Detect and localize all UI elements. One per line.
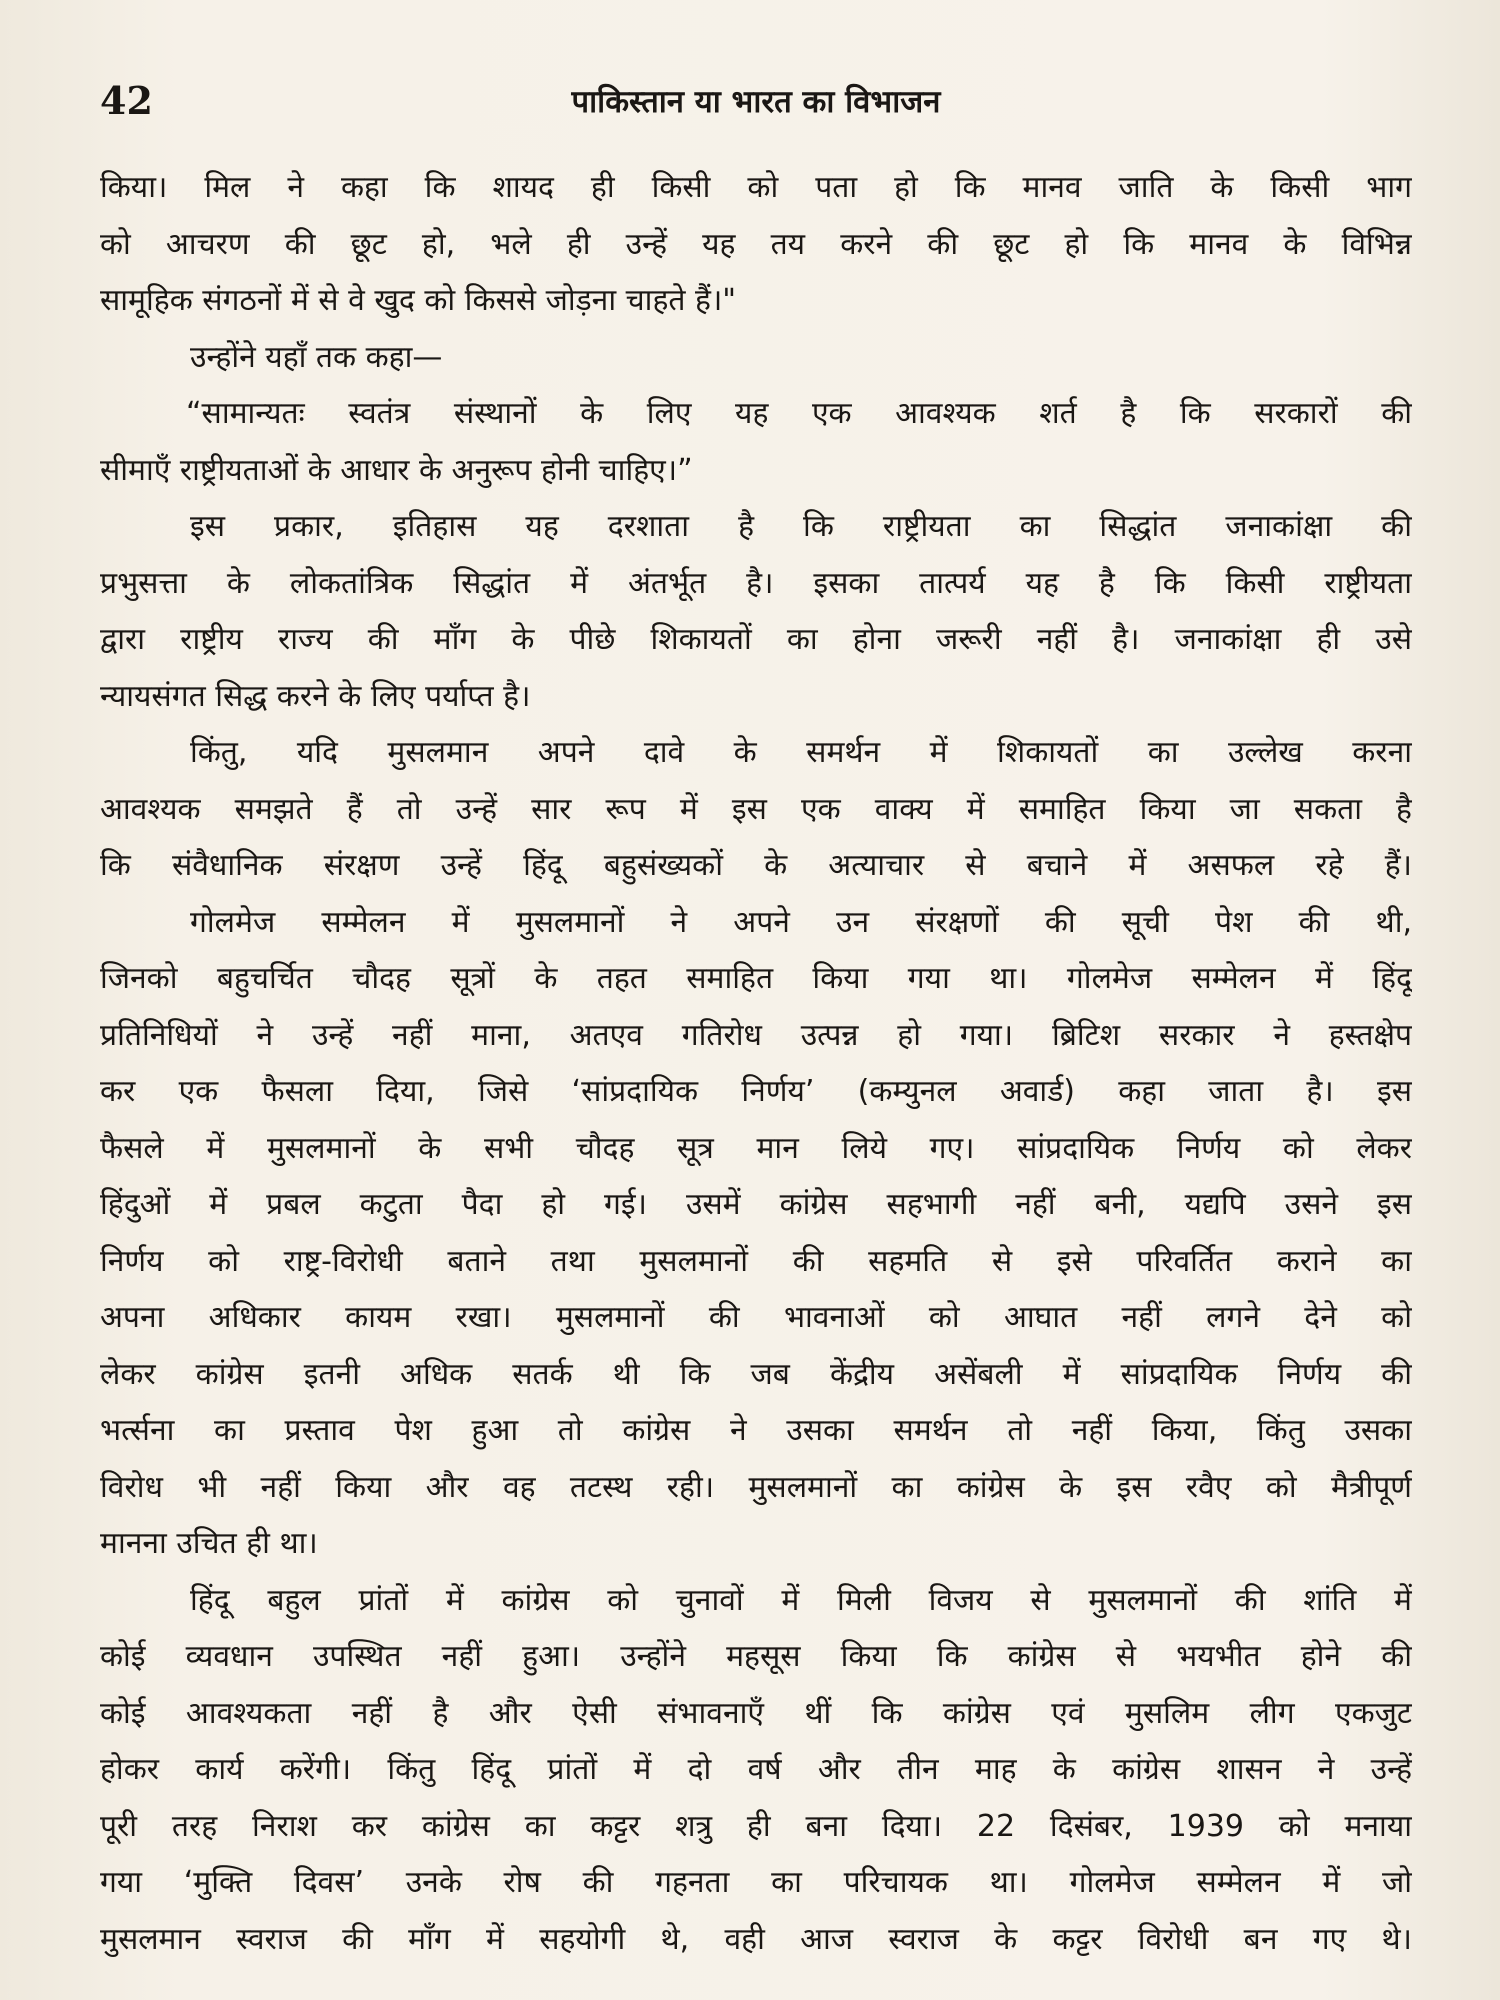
running-title: पाकिस्तान या भारत का विभाजन — [571, 84, 941, 120]
text-line: विरोध भी नहीं किया और वह तटस्थ रही। मुसलमानों का कांग्रेस के इस रवैए को मैत्रीपूर्ण — [100, 1469, 1412, 1505]
text-line: इस प्रकार, इतिहास यह दरशाता है कि राष्ट्रीयता का सिद्धांत जनाकांक्षा की — [190, 509, 1412, 544]
text-line: मानना उचित ही था। — [100, 1526, 318, 1561]
text-line: को आचरण की छूट हो, भले ही उन्हें यह तय करने की छूट हो कि मानव के विभिन्न — [100, 226, 1412, 262]
text-line: हिंदुओं में प्रबल कटुता पैदा हो गई। उसमें कांग्रेस सहभागी नहीं बनी, यद्यपि उसने इस — [100, 1187, 1412, 1222]
text-line: हिंदू बहुल प्रांतों में कांग्रेस को चुनावों में मिली विजय से मुसलमानों की शांति में — [190, 1582, 1412, 1618]
quotation — [100, 386, 1412, 499]
page-number: 42 — [100, 78, 153, 123]
paragraph — [100, 160, 1412, 330]
text-line: सामूहिक संगठनों में से वे खुद को किससे जोड़ना चाहते हैं।" — [100, 283, 737, 318]
text-line: गोलमेज सम्मेलन में मुसलमानों ने अपने उन संरक्षणों की सूची पेश की थी, — [190, 904, 1412, 940]
text-line: कर एक फैसला दिया, जिसे ‘सांप्रदायिक निर्णय’ (कम्युनल अवार्ड) कहा जाता है। इस — [100, 1074, 1412, 1109]
text-line: किंतु, यदि मुसलमान अपने दावे के समर्थन में शिकायतों का उल्लेख करना — [190, 735, 1412, 770]
paragraph — [100, 330, 1412, 387]
text-line: कोई व्यवधान उपस्थित नहीं हुआ। उन्होंने महसूस किया कि कांग्रेस से भयभीत होने की — [100, 1639, 1412, 1674]
paragraph — [100, 1573, 1412, 1969]
text-line: आवश्यक समझते हैं तो उन्हें सार रूप में इस एक वाक्य में समाहित किया जा सकता है — [100, 791, 1412, 827]
text-line: होकर कार्य करेंगी। किंतु हिंदू प्रांतों में दो वर्ष और तीन माह के कांग्रेस शासन ने उन्हें — [100, 1752, 1412, 1787]
page-header — [100, 78, 1412, 128]
text-line: लेकर कांग्रेस इतनी अधिक सतर्क थी कि जब केंद्रीय असेंबली में सांप्रदायिक निर्णय की — [100, 1356, 1412, 1392]
text-line: निर्णय को राष्ट्र-विरोधी बताने तथा मुसलमानों की सहमति से इसे परिवर्तित कराने का — [100, 1243, 1412, 1279]
text-line: कोई आवश्यकता नहीं है और ऐसी संभावनाएँ थीं कि कांग्रेस एवं मुसलिम लीग एकजुट — [100, 1695, 1412, 1731]
text-line: उन्होंने यहाँ तक कहा— — [190, 339, 443, 375]
paragraph — [100, 725, 1412, 895]
text-line: फैसले में मुसलमानों के सभी चौदह सूत्र मान लिये गए। सांप्रदायिक निर्णय को लेकर — [100, 1130, 1412, 1166]
text-line: किया। मिल ने कहा कि शायद ही किसी को पता हो कि मानव जाति के किसी भाग — [100, 170, 1412, 205]
text-line: कि संवैधानिक संरक्षण उन्हें हिंदू बहुसंख्यकों के अत्याचार से बचाने में असफल रहे हैं। — [100, 848, 1412, 883]
text-line: जिनको बहुचर्चित चौदह सूत्रों के तहत समाहित किया गया था। गोलमेज सम्मेलन में हिंदू — [100, 961, 1412, 996]
text-line: सीमाएँ राष्ट्रीयताओं के आधार के अनुरूप होनी चाहिए।” — [100, 452, 693, 488]
text-line: मुसलमान स्वराज की माँग में सहयोगी थे, वही आज स्वराज के कट्टर विरोधी बन गए थे। — [100, 1921, 1412, 1957]
paragraph — [100, 895, 1412, 1573]
text-line: पूरी तरह निराश कर कांग्रेस का कट्टर शत्रु ही बना दिया। 22 दिसंबर, 1939 को मनाया — [100, 1808, 1412, 1844]
paragraph — [100, 499, 1412, 725]
text-line: द्वारा राष्ट्रीय राज्य की माँग के पीछे शिकायतों का होना जरूरी नहीं है। जनाकांक्षा ही उसे — [100, 622, 1412, 657]
text-line: न्यायसंगत सिद्ध करने के लिए पर्याप्त है। — [100, 678, 531, 714]
text-line: अपना अधिकार कायम रखा। मुसलमानों की भावनाओं को आघात नहीं लगने देने को — [100, 1300, 1412, 1335]
body-text — [100, 160, 1412, 1968]
text-line: प्रतिनिधियों ने उन्हें नहीं माना, अतएव गतिरोध उत्पन्न हो गया। ब्रिटिश सरकार ने हस्तक्षेप — [100, 1017, 1412, 1053]
text-line: भर्त्सना का प्रस्ताव पेश हुआ तो कांग्रेस ने उसका समर्थन तो नहीं किया, किंतु उसका — [100, 1413, 1412, 1448]
text-line: प्रभुसत्ता के लोकतांत्रिक सिद्धांत में अंतर्भूत है। इसका तात्पर्य यह है कि किसी राष्ट्रीयता — [100, 565, 1412, 601]
text-line: गया ‘मुक्ति दिवस’ उनके रोष की गहनता का परिचायक था। गोलमेज सम्मेलन में जो — [100, 1865, 1412, 1900]
text-line: “सामान्यतः स्वतंत्र संस्थानों के लिए यह एक आवश्यक शर्त है कि सरकारों की — [186, 396, 1412, 431]
